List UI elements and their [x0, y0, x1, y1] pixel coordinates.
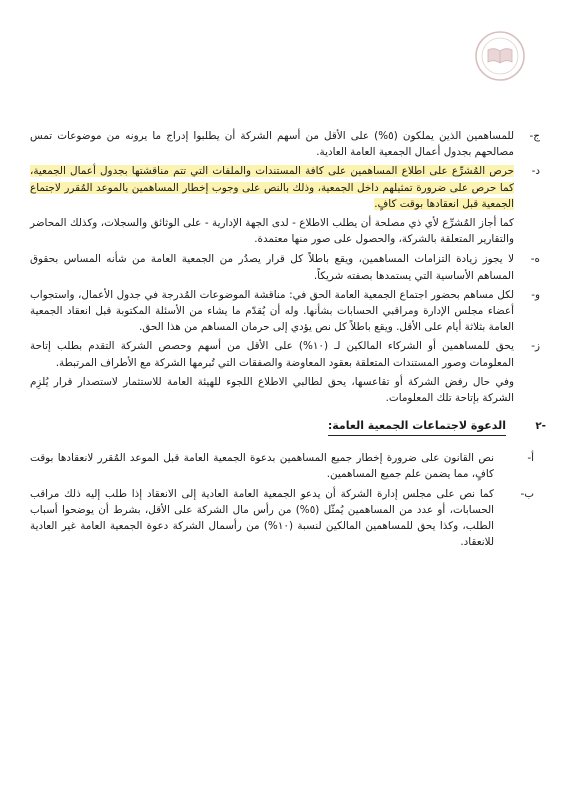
- clause-marker: ب-: [520, 487, 534, 500]
- clause-marker: ه-: [530, 253, 540, 266]
- document-body: [30, 128, 546, 553]
- clause-marker: ز-: [531, 340, 540, 353]
- highlighted-text: حرص المُشرِّع على اطلاع المساهمين على كافة المستندات والملفات التي تتم مناقشتها بجدول أعمال الجمعية، كما حرص على ضرورة تمثيلهم داخل الجمعية، وذلك بالنص على وجوب إخطار المساهمين بالموعد المُقرر لاجتماع الجمعية قبل انعقادها بوقت كافٍ.: [30, 165, 514, 210]
- clause-marker: د-: [531, 165, 540, 178]
- clause-alif: [30, 450, 540, 482]
- book-emblem-icon: [474, 30, 526, 82]
- clause-text: نص القانون على ضرورة إخطار جميع المساهمين بدعوة الجمعية العامة قبل الموعد المُقرر لانعقادها بوقت كافٍ، مما يضمن علم جميع المساهمين.: [30, 452, 494, 481]
- section-title: الدعوة لاجتماعات الجمعية العامة:: [328, 418, 506, 436]
- clause-zay: [30, 338, 540, 406]
- clause-haa: [30, 251, 540, 283]
- clause-jeem: [30, 128, 540, 160]
- clause-text: [30, 163, 514, 212]
- section-heading: [30, 418, 546, 436]
- clause-dal: [30, 163, 540, 212]
- clause-baa: [30, 486, 540, 551]
- clause-text: وفي حال رفض الشركة أو تقاعسها، يحق لطالبي الاطلاع اللجوء للهيئة العامة للاستثمار لاستصدار قرار يُلزِم الشركة بإتاحة تلك المعلومات.: [30, 375, 514, 405]
- clause-text: لا يجوز زيادة التزامات المساهمين، ويقع باطلاً كل قرار يصدُر من الجمعية العامة من شأنه المساس بحقوق المساهم الأساسية التي يستمدها بصفته شريكاً.: [30, 253, 514, 282]
- clause-text: لكل مساهم بحضور اجتماع الجمعية العامة الحق في: مناقشة الموضوعات المُدرجة في جدول الأعمال، واستجواب أعضاء مجلس الإدارة ومراقبي الحسابات بشأنها. وله أن يُقدّم ما يشاء من الأسئلة المكتوبة قبل انعقاد الجمعية العامة بثلاثة أيام على الأقل. ويقع باطلاً كل نص يؤدي إلى حرمان المساهم من هذا الحق.: [30, 288, 514, 334]
- clause-text: يحق للمساهمين أو الشركاء المالكين لـ (١٠%) على الأقل من أسهم وحصص الشركة التقدم بطلب إتاحة المعلومات وصور المستندات المتعلقة بعقود المعاوضة والصفقات التي تُبرمها الشركة مع الأطراف المرتبطة.: [30, 340, 514, 369]
- clause-text: للمساهمين الذين يملكون (٥%) على الأقل من أسهم الشركة أن يطلبوا إدراج ما يرونه من موضوعات تمس مصالحهم بجدول أعمال الجمعية العامة العادية.: [30, 130, 514, 159]
- clause-marker: ج-: [529, 130, 540, 142]
- plain-paragraph: كما أجاز المُشرِّع لأي ذي مصلحة أن يطلب الاطلاع - لدى الجهة الإدارية - على الوثائق والسجلات، وكذلك المحاضر والتقارير المتعلقة بالشركة، والحصول على صور منها معتمدة.: [30, 217, 514, 246]
- clause-marker: أ-: [527, 452, 534, 465]
- clause-waw: [30, 287, 540, 336]
- section-number: -٢: [535, 420, 546, 433]
- clause-text: كما نص على مجلس إدارة الشركة أن يدعو الجمعية العامة العادية إلى الانعقاد إذا طلب إليه ذلك مراقب الحسابات، أو عدد من المساهمين يُمثّل (٥%) من رأس مال الشركة على الأقل، بشرط أن يوضحوا أسباب الطلب، وكذا يحق للمساهمين المالكين لنسبة (١٠%) من رأسمال الشركة دعوة الجمعية العامة غير العادية للانعقاد.: [30, 487, 494, 549]
- clause-marker: و-: [531, 288, 540, 301]
